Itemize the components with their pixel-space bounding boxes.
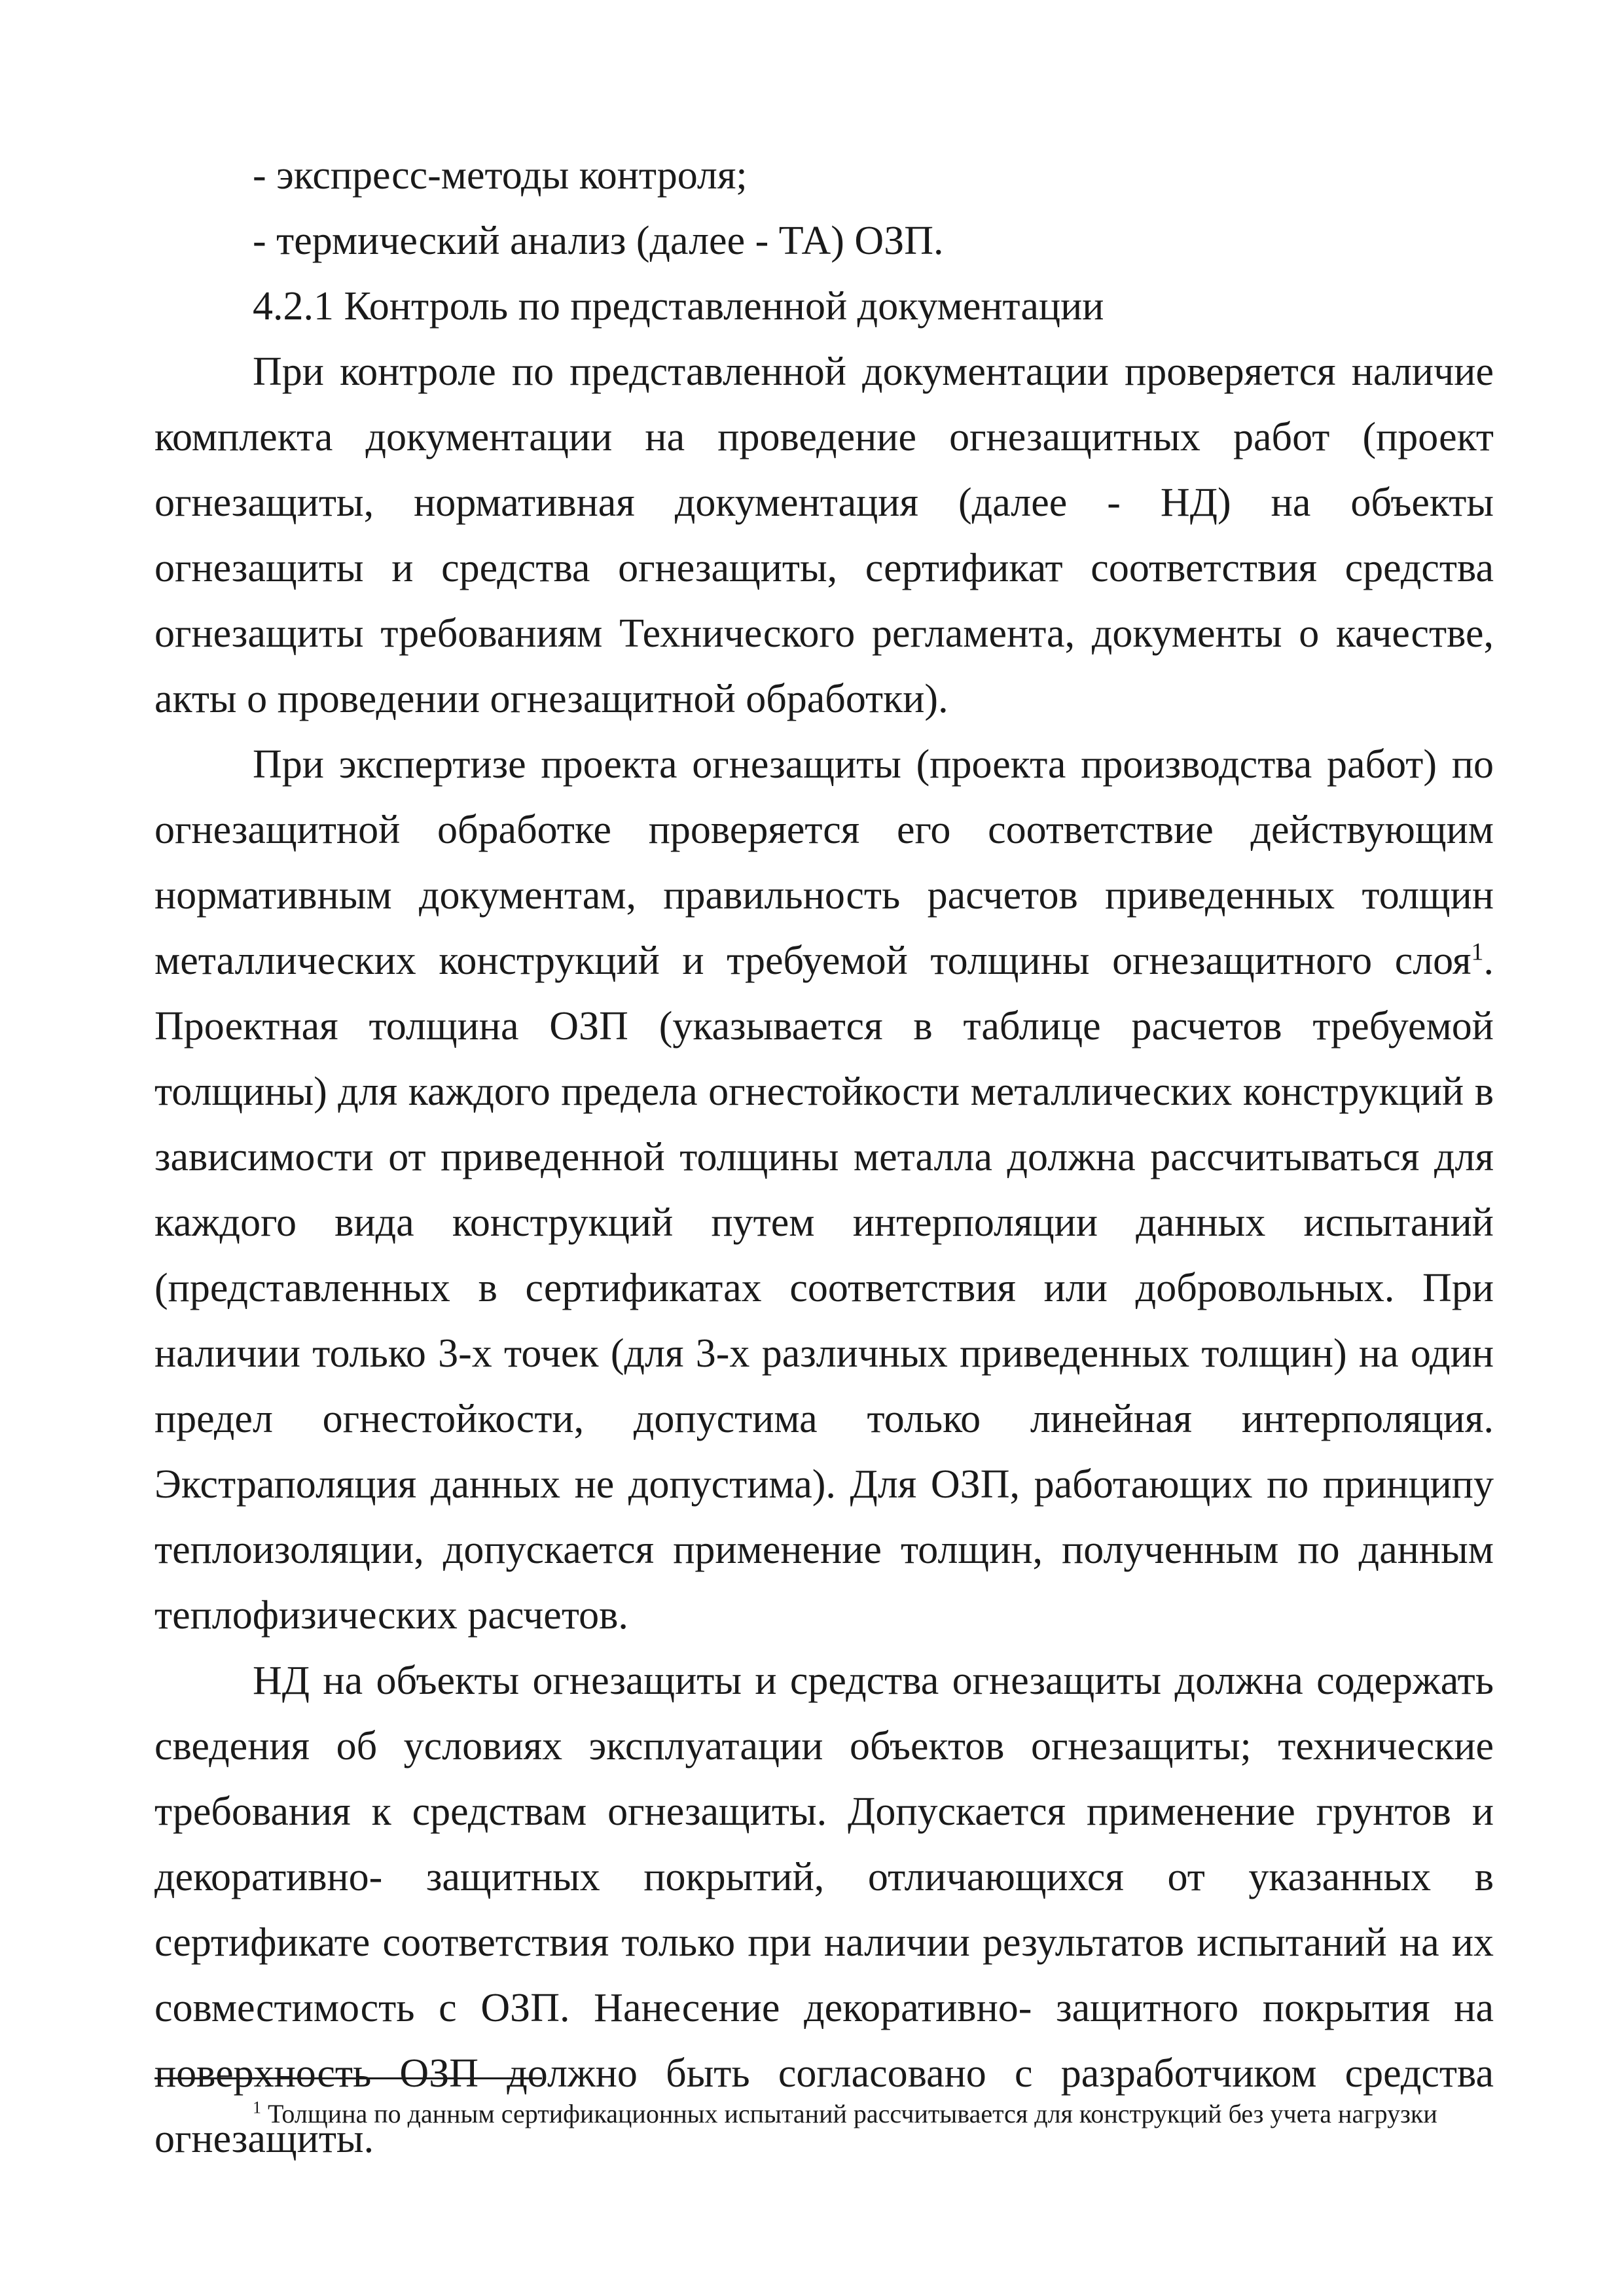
footnote-reference: 1	[1471, 938, 1484, 966]
footnote	[253, 2094, 1496, 2134]
paragraph-project-expertise-part1: При экспертизе проекта огнезащиты (проекта производства работ) по огнезащитной обработке проверяется его соответствие действующим нормативным документам, правильность расчетов приведенных толщин металлических конструкций и требуемой толщины огнезащитного слоя	[154, 742, 1494, 983]
list-item-express-methods: - экспресс-методы контроля;	[253, 153, 748, 198]
body-text	[154, 143, 1494, 2172]
footnote-mark: 1	[253, 2098, 261, 2117]
paragraph-documentation-check: При контроле по представленной документации проверяется наличие комплекта документации на проведение огнезащитных работ (проект огнезащиты, нормативная документация (далее - НД) на объекты огнезащиты и средства огнезащиты, сертификат соответствия средства огнезащиты требованиям Технического регламента, документы о качестве, акты о проведении огнезащитной обработки).	[154, 350, 1494, 721]
section-heading: 4.2.1 Контроль по представленной документации	[253, 284, 1104, 329]
footnote-separator	[154, 2077, 542, 2079]
paragraph-nd-requirements: НД на объекты огнезащиты и средства огнезащиты должна содержать сведения об условиях эксплуатации объектов огнезащиты; технические требования к средствам огнезащиты. Допускается применение грунтов и декоративно- защитных покрытий, отличающихся от указанных в сертификате соответствия только при наличии результатов испытаний на их совместимость с ОЗП. Нанесение декоративно- защитного покрытия на поверхность ОЗП должно быть согласовано с разработчиком средства огнезащиты.	[154, 1659, 1494, 2161]
list-item-thermal-analysis: - термический анализ (далее - ТА) ОЗП.	[253, 219, 944, 263]
footnote-text: Толщина по данным сертификационных испытаний рассчитывается для конструкций без учета нагрузки	[261, 2099, 1437, 2128]
paragraph-project-expertise	[154, 732, 1494, 1648]
paragraph-project-expertise-part2: . Проектная толщина ОЗП (указывается в таблице расчетов требуемой толщины) для каждого предела огнестойкости металлических конструкций в зависимости от приведенной толщины металла должна рассчитываться для каждого вида конструкций путем интерполяции данных испытаний (представленных в сертификатах соответствия или добровольных. При наличии только 3-х точек (для 3-х различных приведенных толщин) на один предел огнестойкости, допустима только линейная интерполяция. Экстраполяция данных не допустима). Для ОЗП, работающих по принципу теплоизоляции, допускается применение толщин, полученным по данным теплофизических расчетов.	[154, 939, 1494, 1638]
